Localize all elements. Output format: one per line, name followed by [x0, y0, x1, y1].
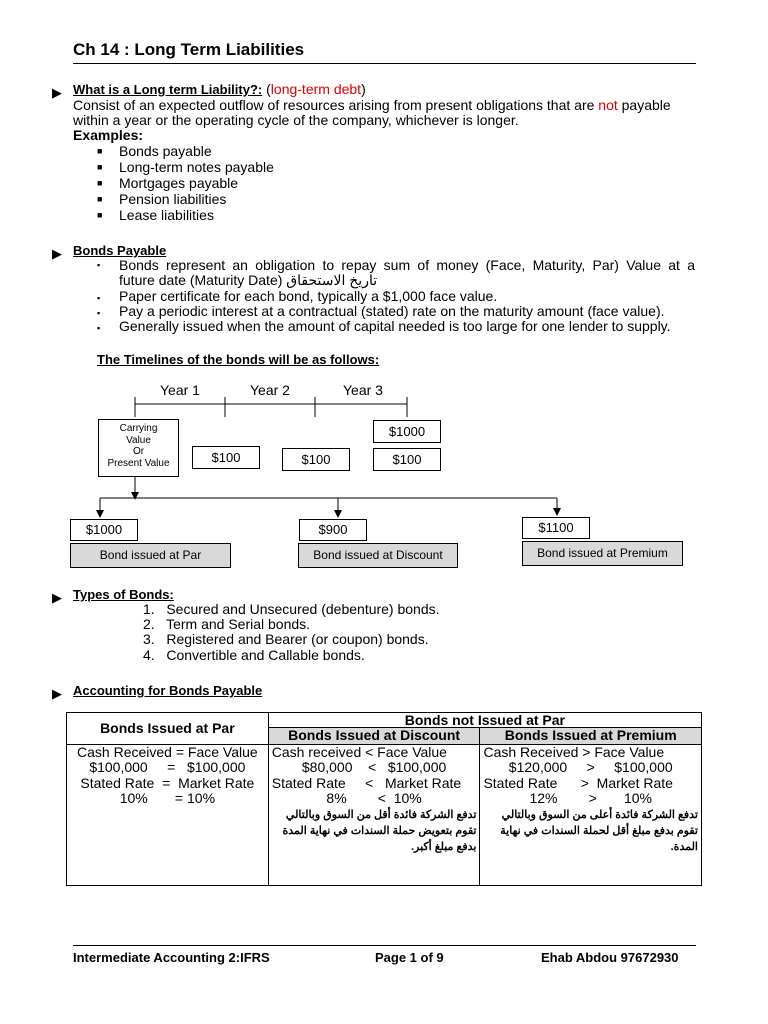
- footer-author: Ehab Abdou 97672930: [541, 950, 679, 965]
- definition-text: Consist of an expected outflow of resources arising from present obligations that are: [73, 97, 599, 113]
- carrying-line: Value: [126, 434, 151, 446]
- carrying-line: Or: [132, 446, 145, 457]
- cell-line: 10% = 10%: [119, 790, 216, 806]
- page-title: Ch 14 : Long Term Liabilities: [73, 40, 305, 59]
- par-header: Bonds Issued at Par: [67, 713, 269, 745]
- par-amount-box: $1000: [70, 519, 138, 541]
- cell-line: Stated Rate > Market Rate: [483, 774, 673, 791]
- square-bullet-icon: ▪: [97, 293, 101, 303]
- bonds-accounting-table: [66, 712, 702, 886]
- bond-type-item: 4. Convertible and Callable bonds.: [143, 647, 365, 663]
- arrowhead-icon: [334, 510, 342, 518]
- cell-line: 8% < 10%: [326, 790, 422, 806]
- premium-label-box: Bond issued at Premium: [522, 541, 683, 566]
- premium-amount-box: $1100: [522, 517, 590, 539]
- section-arrow-icon: ▶: [52, 246, 62, 261]
- square-bullet-icon: ■: [97, 146, 103, 156]
- arabic-note: تدفع الشركة فائدة أقل من السوق وبالتالي تقوم بتعويض حملة السندات في نهاية المدة بدفع مبلغ أكبر.: [282, 808, 477, 853]
- par-label-box: Bond issued at Par: [70, 543, 231, 568]
- section4-heading: Accounting for Bonds Payable: [73, 683, 263, 698]
- payment-box-1: $100: [192, 446, 260, 469]
- section3-heading: Types of Bonds:: [73, 587, 174, 602]
- cell-line: Cash Received = Face Value: [77, 743, 258, 760]
- timeline-title: The Timelines of the bonds will be as follows:: [97, 352, 380, 367]
- year-3-label: Year 3: [343, 382, 383, 398]
- bond-bullet-1-line2: future date (Maturity Date) تاريخ الاستحقاق: [119, 272, 378, 288]
- square-bullet-icon: ■: [97, 210, 103, 220]
- section1-heading: What is a Long term Liability?:: [73, 82, 263, 97]
- carrying-value-box: [98, 419, 179, 477]
- section-arrow-icon: ▶: [52, 590, 62, 605]
- year-2-label: Year 2: [250, 382, 290, 398]
- maturity-box: $1000: [373, 420, 441, 443]
- square-bullet-icon: ■: [97, 194, 103, 204]
- paren-close: ): [361, 81, 366, 97]
- year-1-label: Year 1: [160, 382, 200, 398]
- section1-definition-line2: within a year or the operating cycle of the company, whichever is longer.: [73, 112, 519, 128]
- bond-bullet-1-line1: Bonds represent an obligation to repay sum of money (Face, Maturity, Par) Value at a: [119, 257, 695, 273]
- section-arrow-icon: ▶: [52, 85, 62, 100]
- bond-bullet-4: Generally issued when the amount of capital needed is too large for one lender to supply.: [119, 318, 671, 334]
- discount-header: Bonds Issued at Discount: [268, 728, 480, 745]
- square-bullet-icon: ■: [97, 162, 103, 172]
- section1-heading-line: [73, 82, 366, 98]
- definition-text-end: payable: [617, 97, 671, 113]
- cell-line: $80,000 < $100,000: [301, 759, 447, 775]
- discount-label-box: Bond issued at Discount: [298, 543, 458, 568]
- arrowhead-icon: [553, 508, 561, 516]
- footer-divider: [73, 945, 696, 946]
- not-emphasis: not: [598, 97, 618, 113]
- square-bullet-icon: ▪: [97, 260, 101, 270]
- cell-line: 12% > 10%: [529, 790, 652, 806]
- cell-line: Stated Rate = Market Rate: [80, 774, 255, 791]
- carrying-line: Present Value: [107, 457, 170, 469]
- bond-type-item: 3. Registered and Bearer (or coupon) bonds.: [143, 631, 429, 647]
- bond-type-item: 2. Term and Serial bonds.: [143, 616, 311, 632]
- cell-line: Cash Received > Face Value: [483, 743, 665, 760]
- bond-bullet-2: Paper certificate for each bond, typically a $1,000 face value.: [119, 288, 498, 304]
- footer-page-number: Page 1 of 9: [375, 950, 444, 965]
- footer-course: Intermediate Accounting 2:IFRS: [73, 950, 270, 965]
- premium-cell: [480, 744, 702, 885]
- par-cell: [67, 744, 269, 885]
- example-text: Lease liabilities: [119, 207, 214, 223]
- carrying-line: Carrying: [119, 423, 158, 434]
- payment-box-2: $100: [282, 448, 350, 471]
- example-text: Long-term notes payable: [119, 159, 274, 175]
- arabic-note: تدفع الشركة فائدة أعلى من السوق وبالتالي تقوم بدفع مبلغ أقل لحملة السندات في نهاية المدة.: [500, 808, 698, 853]
- bond-type-item: 1. Secured and Unsecured (debenture) bonds.: [143, 601, 440, 617]
- examples-label: Examples:: [73, 127, 144, 143]
- discount-cell: [268, 744, 480, 885]
- long-term-debt-label: long-term debt: [270, 81, 362, 97]
- not-par-header: Bonds not Issued at Par: [268, 713, 701, 728]
- premium-header: Bonds Issued at Premium: [480, 728, 702, 745]
- arrowhead-icon: [131, 492, 139, 500]
- title-divider: [73, 63, 696, 64]
- section2-heading: Bonds Payable: [73, 243, 167, 258]
- bond-bullet-3: Pay a periodic interest at a contractual (stated) rate on the maturity amount (face value).: [119, 303, 665, 319]
- section-arrow-icon: ▶: [52, 686, 62, 701]
- example-text: Pension liabilities: [119, 191, 227, 207]
- cell-line: Cash received < Face Value: [271, 743, 447, 760]
- paren-open: (: [262, 81, 271, 97]
- square-bullet-icon: ■: [97, 178, 103, 188]
- arrowhead-icon: [96, 510, 104, 518]
- payment-box-3: $100: [373, 448, 441, 471]
- square-bullet-icon: ▪: [97, 308, 101, 318]
- cell-line: $120,000 > $100,000: [508, 759, 673, 775]
- cell-line: $100,000 = $100,000: [89, 759, 246, 775]
- cell-line: Stated Rate < Market Rate: [271, 774, 462, 791]
- example-text: Bonds payable: [119, 143, 212, 159]
- square-bullet-icon: ▪: [97, 323, 101, 333]
- discount-amount-box: $900: [299, 519, 367, 541]
- example-text: Mortgages payable: [119, 175, 239, 191]
